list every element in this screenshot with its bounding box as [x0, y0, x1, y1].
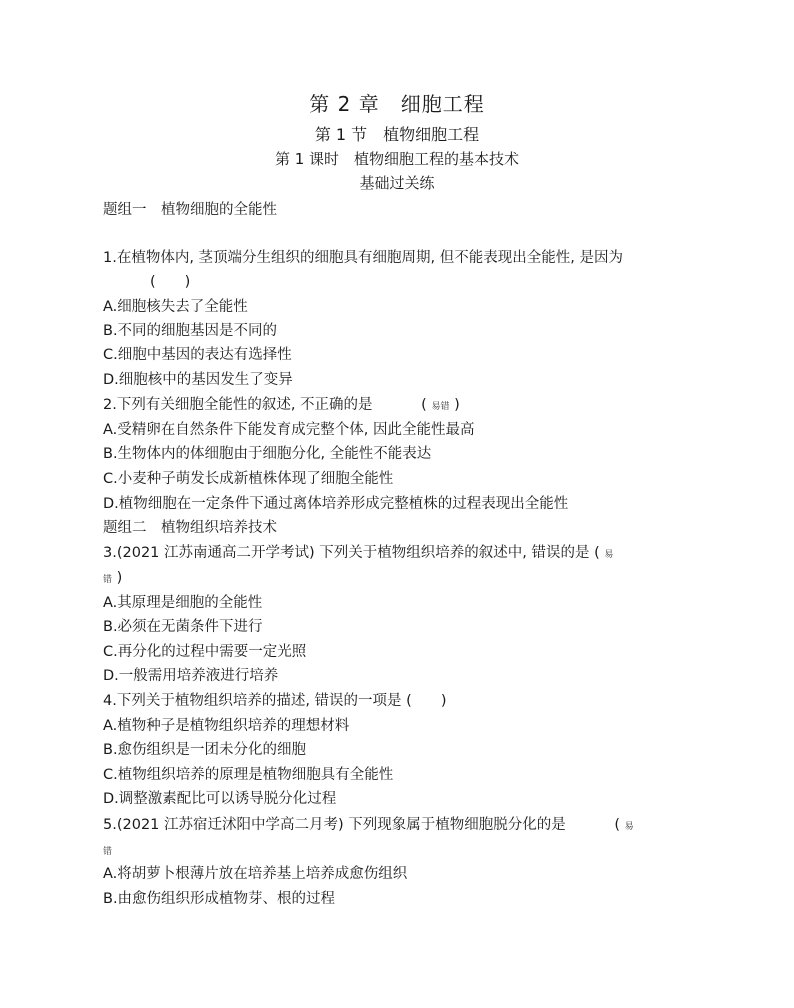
q2-option-a: A.受精卵在自然条件下能发育成完整个体, 因此全能性最高 [103, 422, 475, 438]
q5-paren-open: ( [614, 817, 621, 833]
q2-option-c: C.小麦种子萌发长成新植株体现了细胞全能性 [103, 471, 394, 487]
q2-tag: 易错 [431, 402, 450, 412]
lesson-title: 第 1 课时 植物细胞工程的基本技术 [274, 150, 520, 168]
q2-option-d: D.植物细胞在一定条件下通过离体培养形成完整植株的过程表现出全能性 [103, 496, 569, 512]
q1-option-a: A.细胞核失去了全能性 [103, 299, 248, 315]
q3-tag-a: 易 [604, 550, 614, 560]
q1-answer-paren: ( ) [150, 274, 191, 290]
q3-stem-row2 [103, 568, 122, 590]
q3-stem-row [103, 543, 613, 565]
q5-stem-row2 [103, 840, 112, 862]
q3-option-c: C.再分化的过程中需要一定光照 [103, 644, 307, 660]
q4-stem: 4.下列关于植物组织培养的描述, 错误的一项是 [103, 693, 402, 709]
q5-tag-a: 易 [624, 822, 634, 832]
q3-paren-close: ) [116, 570, 123, 586]
group2-title: 题组二 植物组织培养技术 [103, 520, 277, 536]
group1-title: 题组一 植物细胞的全能性 [103, 202, 277, 218]
q2-option-b: B.生物体内的体细胞由于细胞分化, 全能性不能表达 [103, 446, 432, 462]
q3-tag-b: 错 [103, 575, 113, 585]
q5-option-a: A.将胡萝卜根薄片放在培养基上培养成愈伤组织 [103, 866, 408, 882]
q2-stem-row [103, 395, 460, 417]
q1-option-d: D.细胞核中的基因发生了变异 [103, 372, 293, 388]
chapter-title: 第 2 章 细胞工程 [309, 92, 485, 116]
q5-tag-b: 错 [103, 847, 113, 857]
q4-option-b: B.愈伤组织是一团未分化的细胞 [103, 742, 307, 758]
q3-paren-open: ( [594, 545, 600, 561]
q3-option-b: B.必须在无菌条件下进行 [103, 619, 263, 635]
q5-option-b: B.由愈伤组织形成植物芽、根的过程 [103, 891, 336, 907]
q1-option-b: B.不同的细胞基因是不同的 [103, 323, 278, 339]
practice-title: 基础过关练 [359, 174, 435, 192]
q4-option-c: C.植物组织培养的原理是植物细胞具有全能性 [103, 767, 394, 783]
q4-answer-paren: ( ) [406, 693, 447, 709]
q2-paren-close: ) [454, 397, 460, 413]
q2-paren-open: ( [421, 397, 427, 413]
q3-option-d: D.一般需用培养液进行培养 [103, 668, 279, 684]
q5-stem-row [103, 815, 634, 837]
q4-option-d: D.调整激素配比可以诱导脱分化过程 [103, 791, 337, 807]
q4-option-a: A.植物种子是植物组织培养的理想材料 [103, 718, 350, 734]
q1-stem: 1.在植物体内, 茎顶端分生组织的细胞具有细胞周期, 但不能表现出全能性, 是因为 [103, 250, 623, 266]
q3-option-a: A.其原理是细胞的全能性 [103, 595, 263, 611]
q1-option-c: C.细胞中基因的表达有选择性 [103, 347, 292, 363]
q5-stem: 5.(2021 江苏宿迁沭阳中学高二月考) 下列现象属于植物细胞脱分化的是 [103, 817, 566, 833]
q4-stem-row [103, 691, 447, 711]
q3-stem: 3.(2021 江苏南通高二开学考试) 下列关于植物组织培养的叙述中, 错误的是 [103, 545, 590, 561]
section-title: 第 1 节 植物细胞工程 [314, 125, 480, 144]
q2-stem: 2.下列有关细胞全能性的叙述, 不正确的是 [103, 397, 373, 413]
